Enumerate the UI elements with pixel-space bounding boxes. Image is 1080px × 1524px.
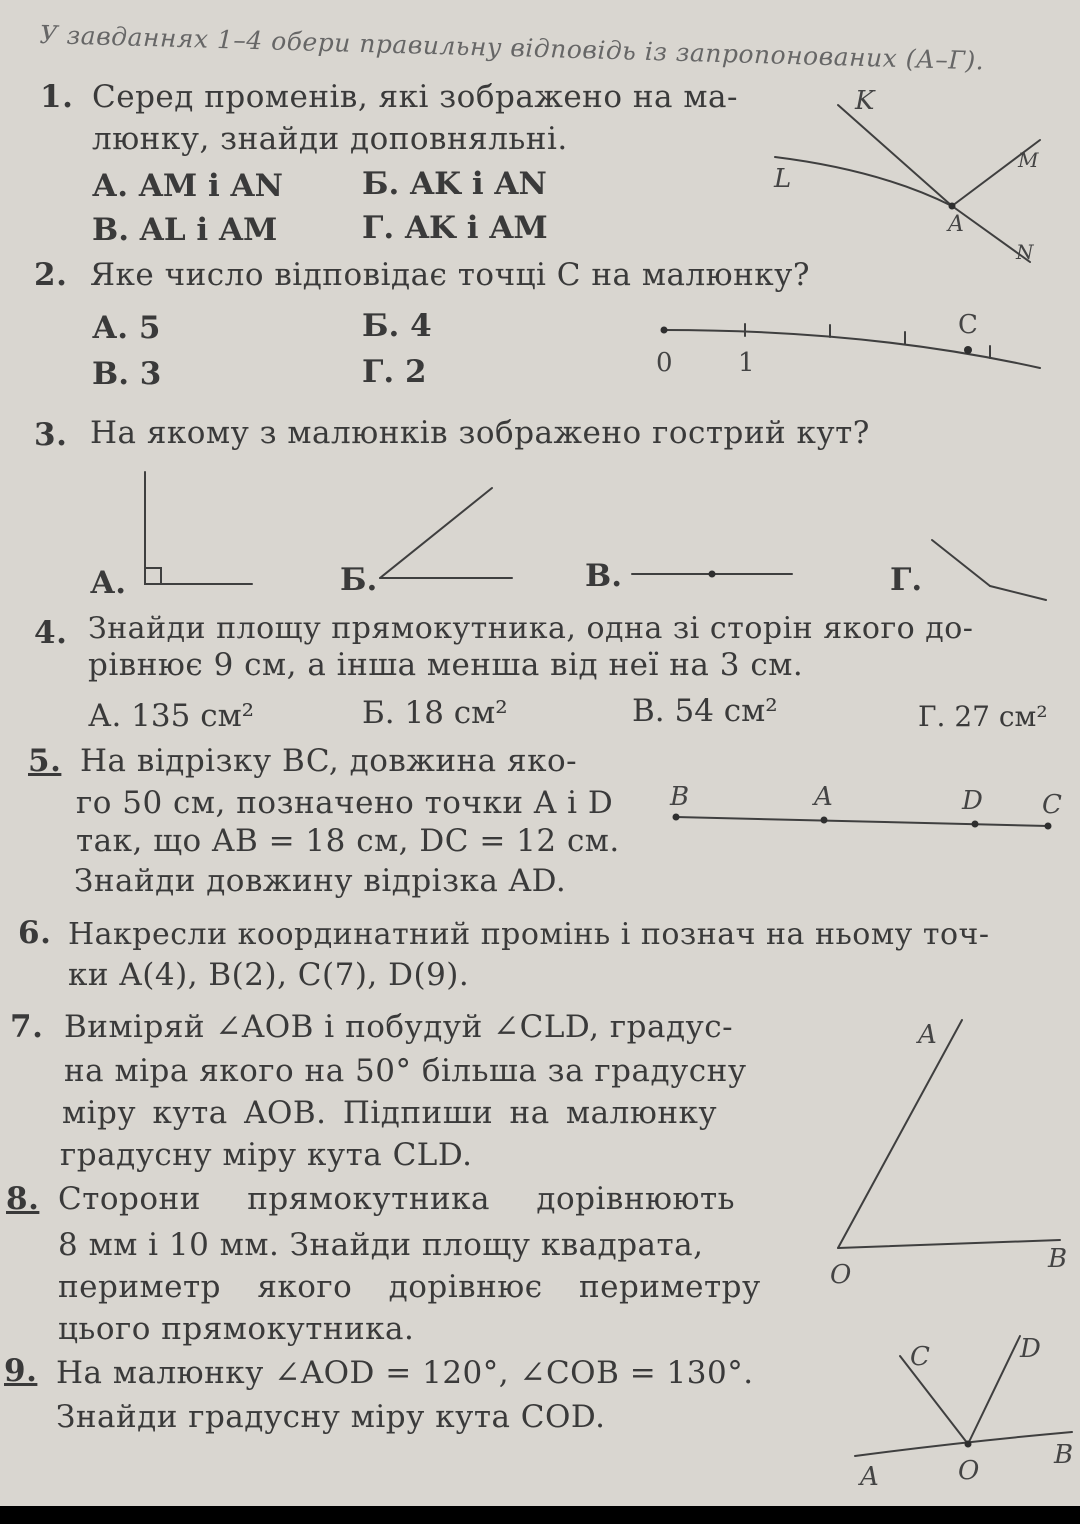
fig1-label-a: A xyxy=(948,212,964,237)
task-1-line-1: Серед променів, які зображено на ма- xyxy=(92,79,738,115)
task-9-line-2: Знайди градусну міру кута COD. xyxy=(56,1399,606,1435)
bottom-edge-bar xyxy=(0,1506,1080,1524)
fig2-label-zero: 0 xyxy=(656,348,673,378)
task-7-line-1: Виміряй ∠AOB і побудуй ∠CLD, градус- xyxy=(64,1009,734,1045)
task-6-number: 6. xyxy=(18,915,52,951)
task-3-number: 3. xyxy=(34,417,68,453)
task-4-option-c: В. 54 см² xyxy=(632,693,778,729)
task-3-option-c: В. xyxy=(585,558,622,594)
task-2-number: 2. xyxy=(34,257,68,293)
fig7-label-b: B xyxy=(1048,1244,1068,1274)
task-2-option-b: Б. 4 xyxy=(362,308,432,344)
task-3-option-d: Г. xyxy=(890,562,923,598)
figure-3d-obtuse-angle xyxy=(932,540,1046,600)
fig7-label-o: O xyxy=(830,1260,852,1290)
task-7-number: 7. xyxy=(10,1009,44,1045)
point-b-fig5 xyxy=(673,814,680,821)
point-vertex-fig3c xyxy=(709,571,716,578)
task-5-line-1: На відрізку BC, довжина яко- xyxy=(80,743,578,779)
fig2-label-one: 1 xyxy=(738,348,755,378)
task-1-option-d: Г. AK і AM xyxy=(362,210,548,246)
task-4-option-b: Б. 18 см² xyxy=(362,695,508,731)
task-8-number: 8. xyxy=(6,1181,40,1217)
instruction-text: У завданнях 1–4 обери правильну відповідь із запропонованих (А–Г). xyxy=(39,20,985,76)
figure-3a-right-angle xyxy=(145,472,252,584)
task-2-option-d: Г. 2 xyxy=(362,354,427,390)
task-4-line-2: рівнює 9 см, а інша менша від неї на 3 см. xyxy=(88,647,804,683)
task-4-option-d: Г. 27 см² xyxy=(918,700,1048,733)
task-4-option-a: А. 135 см² xyxy=(88,698,255,734)
task-1-option-a: А. AM і AN xyxy=(92,168,283,204)
task-4-line-1: Знайди площу прямокутника, одна зі сторін якого до- xyxy=(88,611,974,646)
fig9-label-c: C xyxy=(910,1342,930,1372)
task-3-question: На якому з малюнків зображено гострий кут? xyxy=(90,415,870,451)
task-6-line-1: Накресли координатний промінь і познач на ньому точ- xyxy=(68,917,990,952)
ray-an xyxy=(952,206,1030,262)
point-d-fig5 xyxy=(972,821,979,828)
fig5-label-a: A xyxy=(814,782,833,812)
task-7-line-4: градусну міру кута CLD. xyxy=(60,1137,473,1173)
task-8-line-2: 8 мм і 10 мм. Знайди площу квадрата, xyxy=(58,1227,704,1263)
fig1-label-k: K xyxy=(855,86,875,116)
task-5-line-4: Знайди довжину відрізка AD. xyxy=(74,863,567,899)
task-1-number: 1. xyxy=(40,79,74,115)
task-8-line-1: Сторони прямокутника дорівнюють xyxy=(58,1181,735,1217)
task-1-option-b: Б. AK і AN xyxy=(362,166,547,202)
point-zero xyxy=(661,327,668,334)
task-1-option-c: В. AL і AM xyxy=(92,212,278,248)
point-a-fig1 xyxy=(949,203,956,210)
fig9-label-b: B xyxy=(1054,1440,1074,1470)
task-3-option-a: А. xyxy=(90,565,127,601)
figure-7-angle-aob xyxy=(838,1020,1060,1248)
task-5-line-2: го 50 см, позначено точки A і D xyxy=(76,785,614,821)
task-5-number: 5. xyxy=(28,743,62,779)
ray-am xyxy=(952,140,1040,206)
fig1-label-l: L xyxy=(774,164,792,194)
fig1-label-n: N xyxy=(1016,240,1034,264)
figure-1-rays xyxy=(775,105,1040,262)
fig9-label-d: D xyxy=(1020,1334,1041,1364)
task-9-number: 9. xyxy=(4,1353,38,1389)
task-1-line-2: люнку, знайди доповняльні. xyxy=(92,121,568,157)
point-c-fig5 xyxy=(1045,823,1052,830)
task-2-question: Яке число відповідає точці C на малюнку? xyxy=(90,257,811,293)
ray-ak xyxy=(838,105,952,206)
task-2-option-a: А. 5 xyxy=(92,310,161,346)
point-o-fig9 xyxy=(965,1441,972,1448)
point-c-fig2 xyxy=(964,346,972,354)
task-5-line-3: так, що AB = 18 см, DC = 12 см. xyxy=(76,823,620,859)
task-8-line-4: цього прямокутника. xyxy=(58,1311,415,1347)
task-7-line-2: на міра якого на 50° більша за градусну xyxy=(64,1053,747,1089)
fig1-label-m: M xyxy=(1018,148,1039,172)
fig9-label-o: O xyxy=(958,1456,980,1486)
fig9-label-a: A xyxy=(860,1462,879,1492)
fig5-label-b: B xyxy=(670,782,690,812)
fig2-label-c: C xyxy=(958,310,978,340)
fig5-label-d: D xyxy=(962,786,983,816)
figure-9-angles xyxy=(855,1336,1072,1456)
task-4-number: 4. xyxy=(34,615,68,651)
task-9-line-1: На малюнку ∠AOD = 120°, ∠COB = 130°. xyxy=(56,1355,754,1391)
point-a-fig5 xyxy=(821,817,828,824)
task-2-option-c: В. 3 xyxy=(92,356,162,392)
task-7-line-3: міру кута AOB. Підпиши на малюнку xyxy=(62,1095,718,1131)
figure-3b-acute-angle xyxy=(380,488,512,578)
task-8-line-3: периметр якого дорівнює периметру xyxy=(58,1269,761,1305)
fig7-label-a: A xyxy=(918,1020,937,1050)
task-3-option-b: Б. xyxy=(340,562,378,598)
figure-2-number-ray xyxy=(664,324,1040,368)
task-6-line-2: ки A(4), B(2), C(7), D(9). xyxy=(68,957,470,993)
figure-5-segment xyxy=(676,817,1048,826)
fig5-label-c: C xyxy=(1042,790,1062,820)
